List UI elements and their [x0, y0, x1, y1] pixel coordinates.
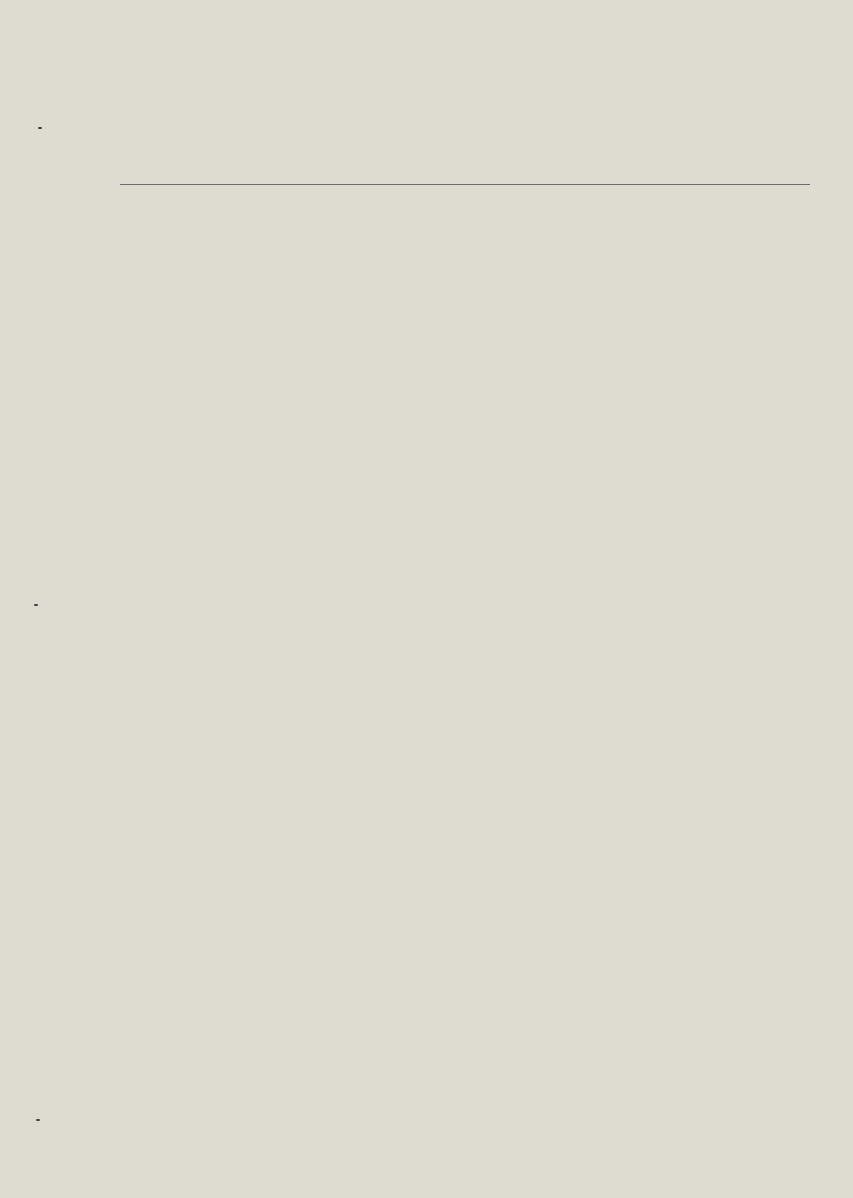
- header-rule: [120, 184, 810, 185]
- speck: [36, 1119, 40, 1121]
- speck: [34, 604, 38, 606]
- speck: [38, 127, 42, 129]
